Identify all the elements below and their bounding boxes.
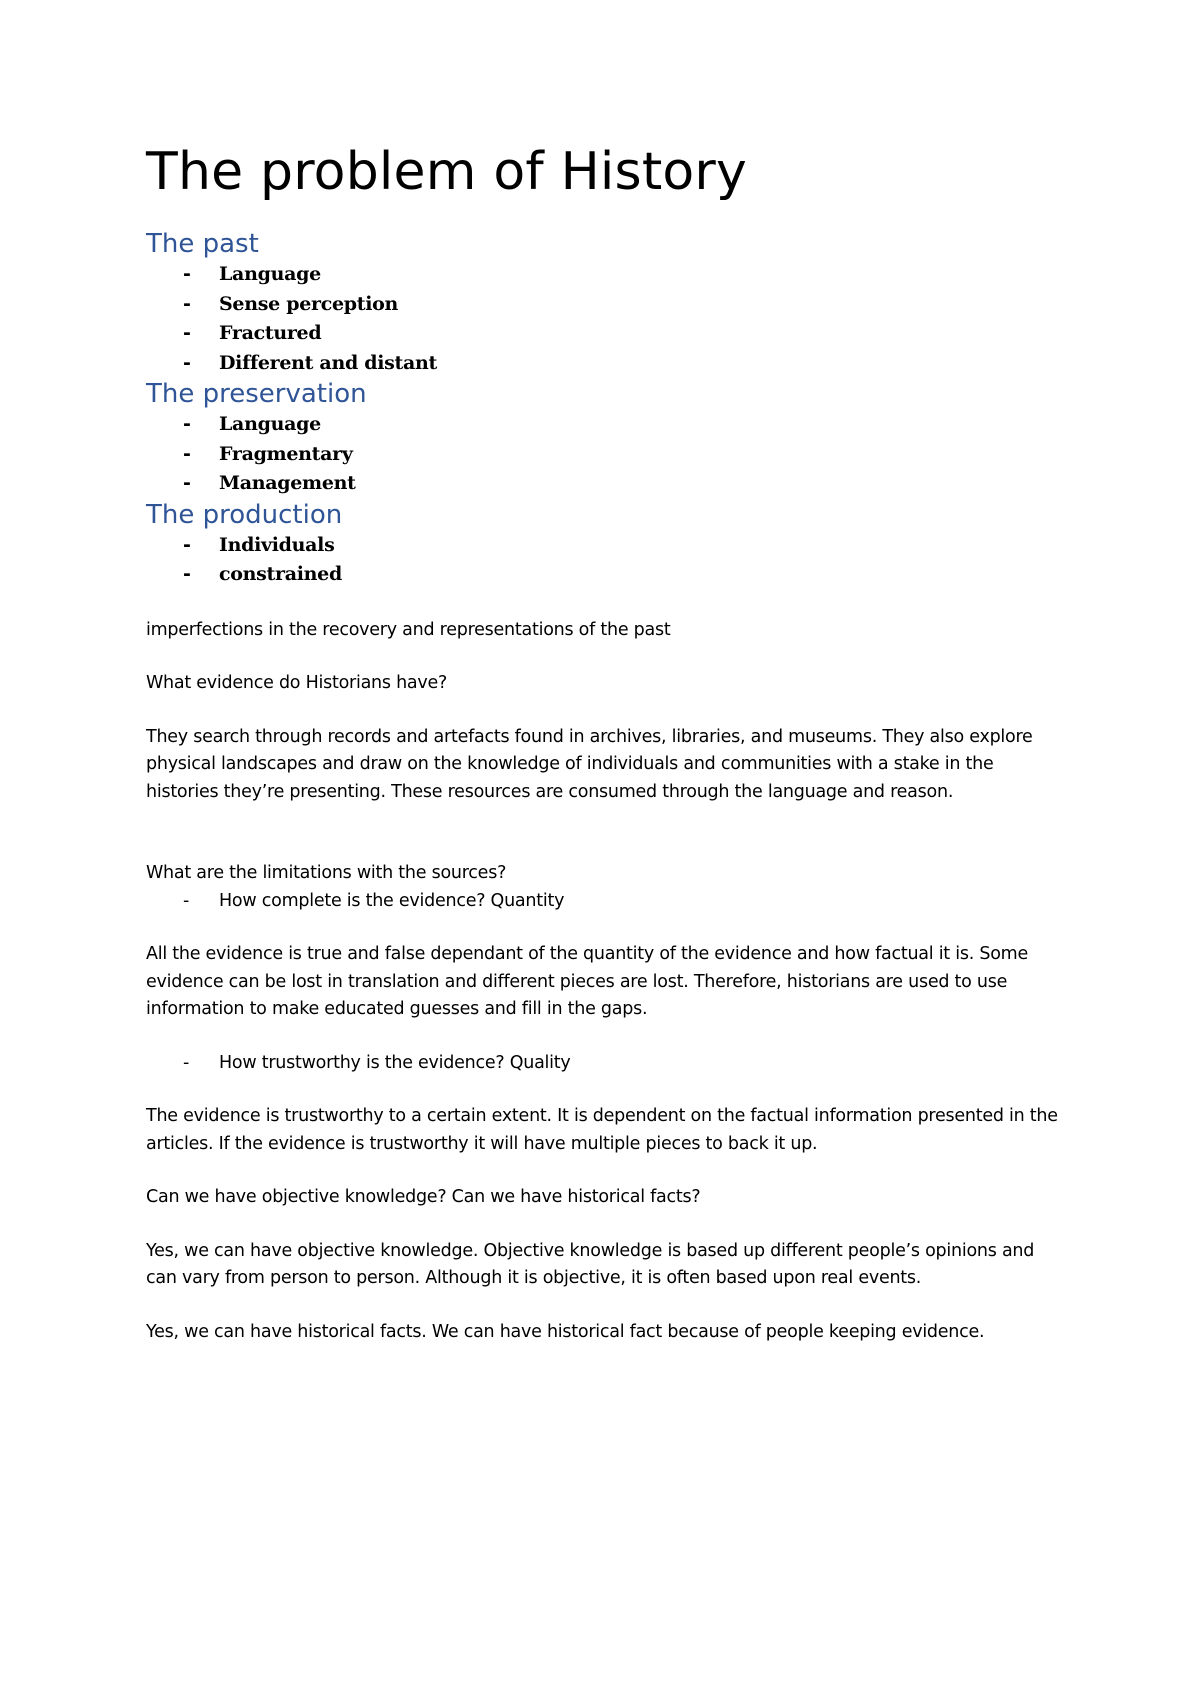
spacer (146, 806, 1066, 860)
list-item-label: constrained (219, 563, 342, 585)
dash-bullet: - (183, 351, 191, 374)
list-item (146, 260, 1066, 290)
list-item-label: Language (219, 413, 321, 435)
sub-question-quality (146, 1050, 1066, 1078)
question-evidence: What evidence do Historians have? (146, 673, 448, 693)
list-item-label: Language (219, 263, 321, 285)
document-content (146, 140, 1066, 1346)
question-objective: Can we have objective knowledge? Can we have historical facts? (146, 1187, 701, 1207)
spacer (146, 1293, 1066, 1319)
dash-bullet: - (183, 533, 191, 556)
spacer (146, 590, 1066, 617)
spacer (146, 1212, 1066, 1238)
list-item (146, 440, 1066, 470)
list-item (146, 410, 1066, 440)
answer-quality: The evidence is trustworthy to a certain extent. It is dependent on the factual information presented in the articles. If the evidence is trustworthy it will have multiple pieces to back it up. (146, 1106, 1058, 1154)
dash-bullet: - (183, 322, 191, 344)
list-item-label: Fragmentary (219, 442, 353, 465)
list-item (146, 469, 1066, 499)
sub-question-label: How complete is the evidence? Quantity (219, 890, 565, 911)
list-item (146, 319, 1066, 349)
dash-bullet: - (183, 413, 191, 435)
answer-facts: Yes, we can have historical facts. We can have historical fact because of people keeping evidence. (146, 1321, 985, 1342)
list-item (146, 290, 1066, 320)
document-title: The problem of History (146, 142, 747, 202)
answer-quantity: All the evidence is true and false dependant of the quantity of the evidence and how factual it is. Some evidence can be lost in translation and different pieces are lost. Therefore, historians are used to use information to make educated guesses and fill in the gaps. (146, 944, 1028, 1019)
spacer (146, 698, 1066, 724)
section-heading-preservation: The preservation (146, 379, 367, 409)
list-item-label: Individuals (219, 533, 335, 556)
answer-objective: Yes, we can have objective knowledge. Objective knowledge is based up different people’s opinions and can vary from person to person. Although it is objective, it is often based upon real events. (146, 1240, 1035, 1288)
list-item-label: Sense perception (219, 292, 399, 315)
dash-bullet: - (183, 472, 191, 494)
section-heading-past: The past (146, 229, 259, 259)
dash-bullet: - (183, 563, 191, 585)
sub-question-label: How trustworthy is the evidence? Quality (219, 1052, 571, 1073)
section-heading-production: The production (146, 499, 343, 530)
list-item-label: Fractured (219, 322, 322, 344)
answer-evidence: They search through records and artefacts found in archives, libraries, and museums. They also explore physical landscapes and draw on the knowledge of individuals and communities with a stake in the histories they’re presenting. These resources are consumed through the language and reason. (146, 726, 1033, 802)
list-item-label: Management (219, 472, 356, 494)
list-item-label: Different and distant (219, 351, 438, 374)
spacer (146, 1024, 1066, 1050)
spacer (146, 915, 1066, 941)
dash-bullet: - (183, 1052, 190, 1073)
paragraph-imperfections: imperfections in the recovery and representations of the past (146, 619, 671, 640)
dash-bullet: - (183, 292, 191, 315)
list-item (146, 349, 1066, 379)
section-list-preservation (146, 410, 1066, 499)
spacer (146, 644, 1066, 670)
section-list-past (146, 260, 1066, 378)
dash-bullet: - (183, 263, 191, 285)
spacer (146, 1077, 1066, 1103)
question-limitations: What are the limitations with the sources? (146, 863, 507, 883)
spacer (146, 1158, 1066, 1184)
dash-bullet: - (183, 890, 190, 911)
list-item (146, 560, 1066, 590)
list-item (146, 531, 1066, 561)
sub-question-quantity (146, 888, 1066, 916)
section-list-production (146, 531, 1066, 590)
dash-bullet: - (183, 442, 191, 465)
